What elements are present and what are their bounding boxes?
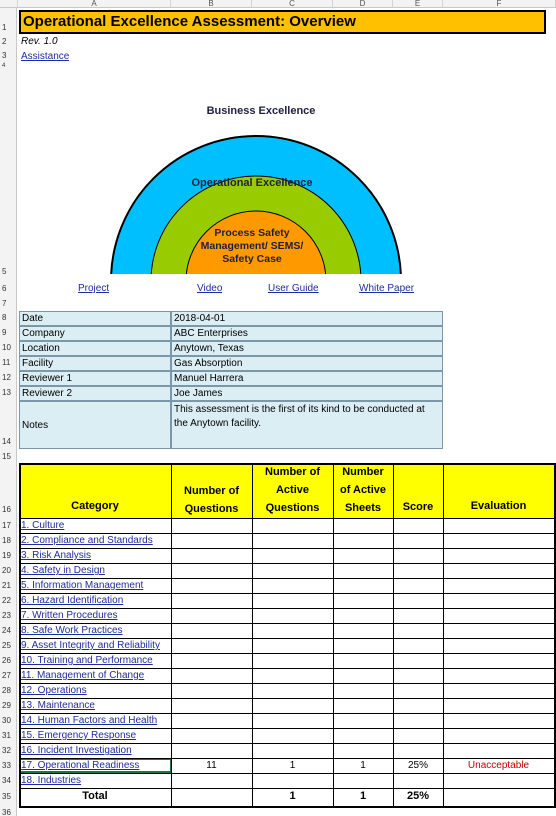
- evaluation-cell[interactable]: Unacceptable: [467, 760, 530, 771]
- facility-value[interactable]: Gas Absorption: [171, 356, 443, 371]
- row-header[interactable]: 1: [0, 8, 17, 34]
- inner-label-3: Safety Case: [222, 253, 282, 265]
- header-text: Number: [342, 466, 384, 478]
- grid-line: [19, 638, 555, 639]
- reviewer2-value[interactable]: Joe James: [171, 386, 443, 401]
- reviewer1-value[interactable]: Manuel Harrera: [171, 371, 443, 386]
- active-questions-cell[interactable]: 1: [289, 760, 296, 771]
- score-cell[interactable]: 25%: [407, 760, 428, 771]
- column-header-b[interactable]: B: [171, 0, 252, 8]
- row-header[interactable]: 3: [0, 49, 17, 63]
- row-header[interactable]: 29: [0, 698, 17, 713]
- grid-line: [19, 773, 555, 774]
- category-link[interactable]: 9. Asset Integrity and Reliability: [21, 640, 160, 651]
- grid-line: [19, 548, 555, 549]
- category-link[interactable]: 4. Safety in Design: [21, 565, 105, 576]
- video-link[interactable]: Video: [197, 283, 223, 294]
- row-header[interactable]: 34: [0, 773, 17, 788]
- header-text: Active: [275, 484, 310, 496]
- row-header[interactable]: 6: [0, 281, 17, 297]
- total-active-sheets[interactable]: 1: [359, 790, 367, 802]
- row-header[interactable]: 28: [0, 683, 17, 698]
- row-header[interactable]: 17: [0, 518, 17, 533]
- grid-line: [19, 518, 555, 519]
- inner-label-2: Management/ SEMS/: [200, 240, 304, 252]
- header-text: Questions: [265, 502, 320, 514]
- location-value[interactable]: Anytown, Texas: [171, 341, 443, 356]
- column-header-d[interactable]: D: [333, 0, 393, 8]
- row-header[interactable]: 33: [0, 758, 17, 773]
- header-category[interactable]: Category: [71, 500, 119, 512]
- grid-line: [19, 623, 555, 624]
- facility-label[interactable]: Facility: [19, 356, 171, 371]
- notes-value[interactable]: [171, 401, 443, 449]
- row-header[interactable]: 20: [0, 563, 17, 578]
- row-header[interactable]: 32: [0, 743, 17, 758]
- row-header[interactable]: 35: [0, 788, 17, 806]
- grid-line: [19, 806, 555, 808]
- grid-line: [19, 593, 555, 594]
- category-link[interactable]: 6. Hazard Identification: [21, 595, 124, 606]
- grid-line: [19, 578, 555, 579]
- row-header[interactable]: 27: [0, 668, 17, 683]
- header-text: Number of: [184, 485, 239, 497]
- number-of-questions-cell[interactable]: 11: [206, 760, 217, 771]
- grid-line: [19, 653, 555, 654]
- selected-cell-border: [19, 758, 172, 773]
- grid-line: [393, 463, 394, 808]
- row-header[interactable]: 12: [0, 370, 17, 385]
- category-link[interactable]: 3. Risk Analysis: [21, 550, 92, 561]
- row-header[interactable]: 22: [0, 593, 17, 608]
- white-paper-link[interactable]: White Paper: [359, 283, 415, 294]
- category-link[interactable]: 14. Human Factors and Health: [21, 715, 158, 726]
- grid-line: [19, 698, 555, 699]
- row-header[interactable]: 30: [0, 713, 17, 728]
- notes-line-2: the Anytown facility.: [174, 418, 262, 429]
- row-header[interactable]: 26: [0, 653, 17, 668]
- row-header[interactable]: 25: [0, 638, 17, 653]
- company-label[interactable]: Company: [19, 326, 171, 341]
- row-header[interactable]: 14: [0, 400, 17, 450]
- column-header-corner[interactable]: [0, 0, 18, 8]
- middle-label: Operational Excellence: [191, 177, 313, 189]
- grid-line: [19, 728, 555, 729]
- category-link[interactable]: 15. Emergency Response: [21, 730, 137, 741]
- notes-label[interactable]: Notes: [19, 401, 171, 449]
- header-text: Sheets: [344, 502, 382, 514]
- grid-line: [19, 788, 555, 789]
- header-score[interactable]: Score: [402, 501, 434, 513]
- company-value[interactable]: ABC Enterprises: [171, 326, 443, 341]
- header-active-questions[interactable]: [252, 463, 333, 517]
- category-link[interactable]: 16. Incident Investigation: [21, 745, 132, 756]
- row-header[interactable]: 31: [0, 728, 17, 743]
- row-header[interactable]: 4: [0, 63, 17, 69]
- category-link[interactable]: 18. Industries: [21, 775, 82, 786]
- header-text: of Active: [339, 484, 387, 496]
- row-header[interactable]: 2: [0, 34, 17, 49]
- category-link[interactable]: 8. Safe Work Practices: [21, 625, 123, 636]
- grid-line: [19, 713, 555, 714]
- row-header[interactable]: 21: [0, 578, 17, 593]
- grid-line: [333, 463, 334, 808]
- category-link[interactable]: 10. Training and Performance: [21, 655, 153, 666]
- grid-line: [19, 608, 555, 609]
- date-value[interactable]: 2018-04-01: [171, 311, 443, 326]
- category-link[interactable]: 2. Compliance and Standards: [21, 535, 153, 546]
- row-header[interactable]: 19: [0, 548, 17, 563]
- column-header-a[interactable]: A: [18, 0, 171, 8]
- notes-line-1: This assessment is the first of its kind to be conducted at: [174, 404, 425, 415]
- header-evaluation[interactable]: Evaluation: [470, 500, 527, 512]
- active-sheets-cell[interactable]: 1: [360, 760, 366, 771]
- page-title[interactable]: Operational Excellence Assessment: Overview: [19, 10, 546, 34]
- grid-line: [19, 463, 555, 465]
- row-header[interactable]: 23: [0, 608, 17, 623]
- category-link[interactable]: 1. Culture: [21, 520, 65, 531]
- user-guide-link[interactable]: User Guide: [268, 283, 319, 294]
- total-label[interactable]: Total: [82, 790, 108, 802]
- total-score[interactable]: 25%: [406, 790, 430, 802]
- grid-line: [19, 563, 555, 564]
- grid-line: [19, 758, 555, 759]
- header-number-questions[interactable]: [171, 482, 252, 518]
- grid-line: [19, 533, 555, 534]
- row-header[interactable]: 13: [0, 385, 17, 400]
- header-text: Number of: [265, 466, 320, 478]
- row-header[interactable]: 24: [0, 623, 17, 638]
- excellence-diagram: [19, 68, 413, 274]
- grid-line: [19, 668, 555, 669]
- category-link[interactable]: 7. Written Procedures: [21, 610, 118, 621]
- category-link[interactable]: 5. Information Management: [21, 580, 144, 591]
- row-header[interactable]: 7: [0, 297, 17, 310]
- reviewer1-label[interactable]: Reviewer 1: [19, 371, 171, 386]
- column-header-e[interactable]: E: [393, 0, 443, 8]
- row-header[interactable]: 5: [0, 69, 17, 281]
- header-text: Questions: [184, 503, 239, 515]
- header-active-sheets[interactable]: [333, 463, 393, 517]
- grid-line: [19, 683, 555, 684]
- grid-line: [19, 463, 21, 808]
- category-link[interactable]: 11. Management of Change: [21, 670, 145, 681]
- row-header[interactable]: 9: [0, 325, 17, 340]
- date-label[interactable]: Date: [19, 311, 171, 326]
- column-header-c[interactable]: C: [252, 0, 333, 8]
- row-header[interactable]: 36: [0, 806, 17, 816]
- row-header[interactable]: 16: [0, 464, 17, 518]
- category-link[interactable]: 17. Operational Readiness: [21, 760, 140, 771]
- grid-line: [171, 463, 172, 808]
- row-header[interactable]: 18: [0, 533, 17, 548]
- assistance-link[interactable]: Assistance: [21, 51, 70, 62]
- category-link[interactable]: 12. Operations: [21, 685, 87, 696]
- row-header[interactable]: 15: [0, 450, 17, 464]
- grid-line: [252, 463, 253, 808]
- row-header[interactable]: 8: [0, 310, 17, 325]
- category-link[interactable]: 13. Maintenance: [21, 700, 95, 711]
- row-header[interactable]: 11: [0, 355, 17, 370]
- column-header-f[interactable]: F: [443, 0, 556, 8]
- inner-label-1: Process Safety: [214, 227, 290, 239]
- total-active-questions[interactable]: 1: [289, 790, 296, 802]
- project-link[interactable]: Project: [78, 283, 110, 294]
- outer-label: Business Excellence: [206, 105, 316, 117]
- location-label[interactable]: Location: [19, 341, 171, 356]
- reviewer2-label[interactable]: Reviewer 2: [19, 386, 171, 401]
- row-header[interactable]: 10: [0, 340, 17, 355]
- grid-line: [443, 463, 444, 808]
- revision-label: Rev. 1.0: [21, 36, 58, 47]
- grid-line: [19, 743, 555, 744]
